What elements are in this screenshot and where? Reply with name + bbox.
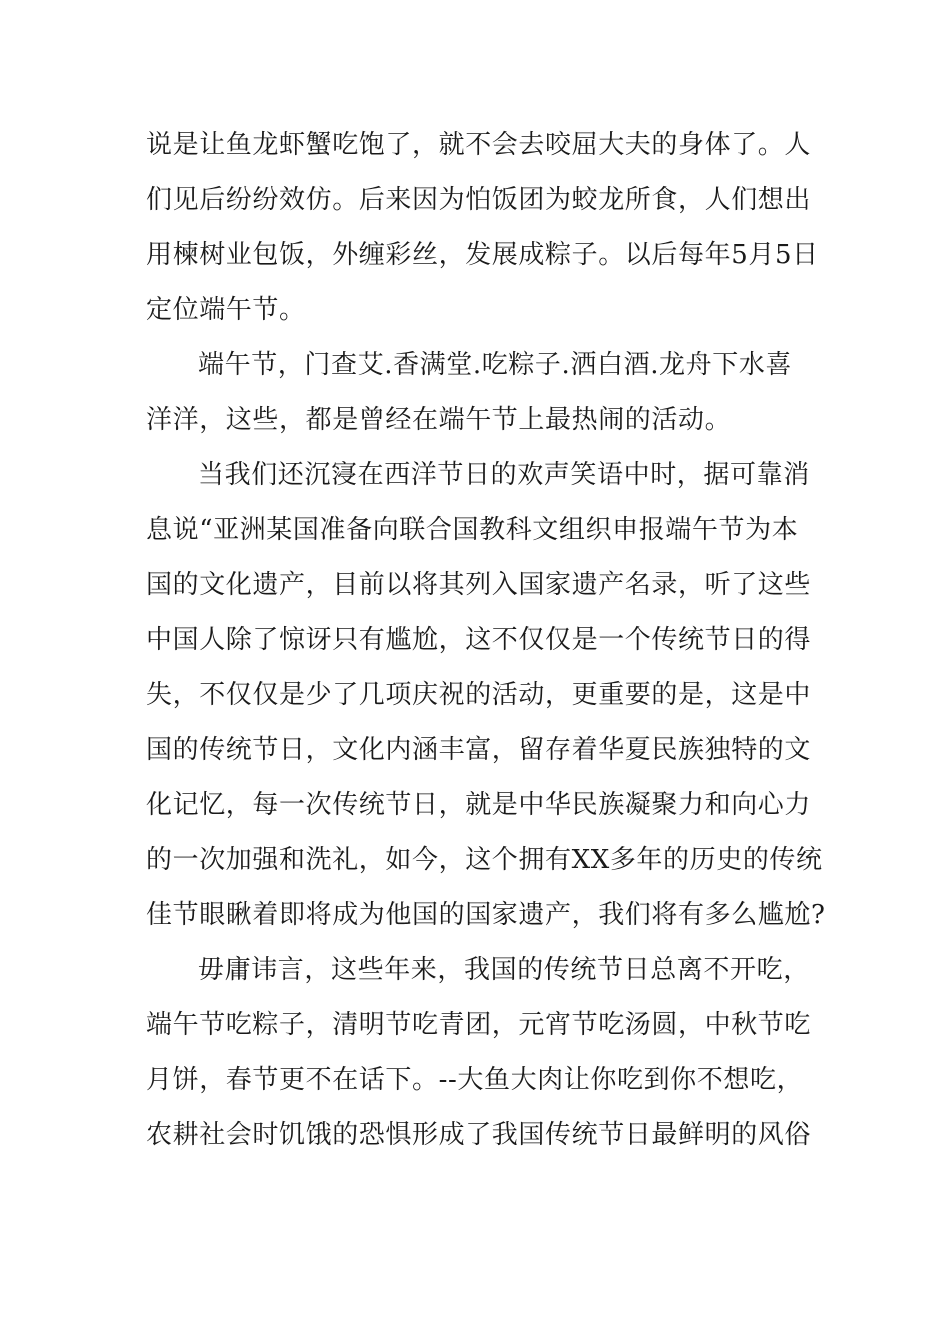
- text-line: 国的文化遗产，目前以将其列入国家遗产名录，听了这些: [146, 570, 812, 600]
- text-line: 月饼，春节更不在话下。--大鱼大肉让你吃到你不想吃，: [146, 1065, 804, 1095]
- text-line: 中国人除了惊讶只有尴尬，这不仅仅是一个传统节日的得: [146, 625, 812, 655]
- text-line: 们见后纷纷效仿。后来因为怕饭团为蛟龙所食，人们想出: [146, 185, 812, 215]
- paragraph-4: [146, 943, 812, 1163]
- paragraph-1: [146, 118, 819, 338]
- text-line: 息说“亚洲某国准备向联合国教科文组织申报端午节为本: [146, 515, 799, 545]
- document-body: [146, 118, 826, 1163]
- text-line: 国的传统节日，文化内涵丰富，留存着华夏民族独特的文: [146, 735, 812, 765]
- text-line: 洋洋，这些，都是曾经在端午节上最热闹的活动。: [146, 405, 732, 435]
- text-line: 端午节，门查艾.香满堂.吃粽子.洒白酒.龙舟下水喜: [198, 350, 793, 380]
- text-line: 农耕社会时饥饿的恐惧形成了我国传统节日最鲜明的风俗: [146, 1120, 812, 1150]
- text-line: 定位端午节。: [146, 295, 306, 325]
- text-line: 化记忆，每一次传统节日，就是中华民族凝聚力和向心力: [146, 790, 812, 820]
- text-line: 端午节吃粽子，清明节吃青团，元宵节吃汤圆，中秋节吃: [146, 1010, 812, 1040]
- text-line: 的一次加强和洗礼，如今，这个拥有XX多年的历史的传统: [146, 845, 823, 875]
- text-line: 失，不仅仅是少了几项庆祝的活动，更重要的是，这是中: [146, 680, 812, 710]
- text-line: 佳节眼瞅着即将成为他国的国家遗产，我们将有多么尴尬?: [146, 900, 826, 930]
- paragraph-3: [146, 448, 826, 943]
- paragraph-2: [146, 338, 806, 448]
- text-line: 说是让鱼龙虾蟹吃饱了，就不会去咬屈大夫的身体了。人: [146, 130, 812, 160]
- text-line: 用楝树业包饭，外缠彩丝，发展成粽子。以后每年5月5日: [146, 240, 819, 270]
- text-line: 当我们还沉寖在西洋节日的欢声笑语中时，据可靠消: [198, 460, 810, 490]
- text-line: 毋庸讳言，这些年来，我国的传统节日总离不开吃，: [198, 955, 810, 985]
